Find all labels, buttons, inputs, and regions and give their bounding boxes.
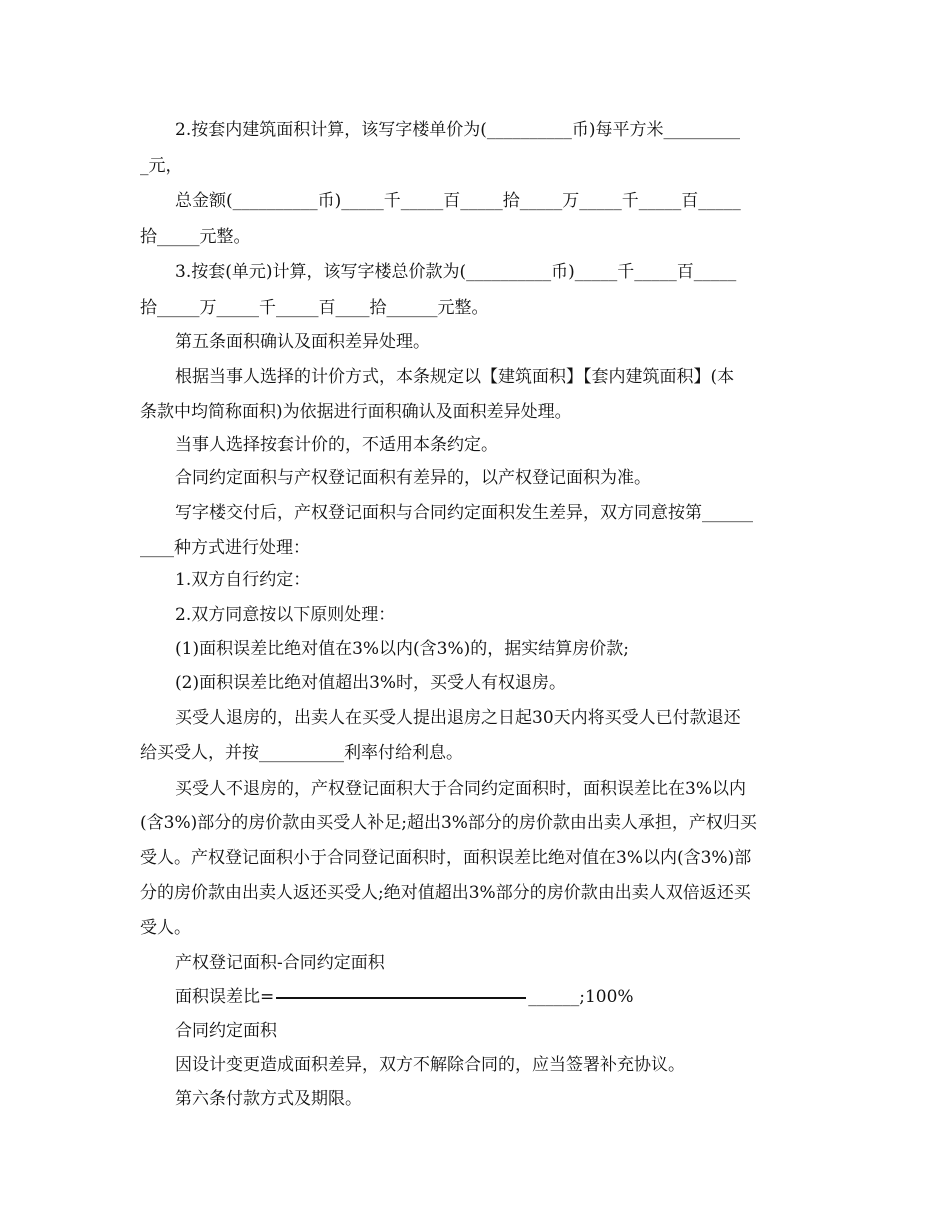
para-line: 根据当事人选择的计价方式，本条规定以【建筑面积】【套内建筑面积】(本 <box>175 367 735 387</box>
para-line: 受人。产权登记面积小于合同登记面积时，面积误差比绝对值在3%以内(含3%)部 <box>140 848 752 868</box>
formula-numerator: 产权登记面积-合同约定面积 <box>175 953 385 973</box>
para-line: 2.按套内建筑面积计算，该写字楼单价为(__________币)每平方米_________ <box>175 120 740 140</box>
para-line: ____种方式进行处理： <box>140 538 310 558</box>
para-line: 分的房价款由出卖人返还买受人;绝对值超出3%部分的房价款由出卖人双倍返还买 <box>140 883 751 903</box>
para-line: (含3%)部分的房价款由买受人补足;超出3%部分的房价款由出卖人承担，产权归买 <box>140 813 757 833</box>
para-line: 1.双方自行约定： <box>175 570 311 590</box>
para-line: _元， <box>140 156 183 176</box>
formula-tail: ______;100% <box>528 987 634 1007</box>
formula-label: 面积误差比= <box>175 987 275 1007</box>
para-line: 条款中均简称面积)为依据进行面积确认及面积差异处理。 <box>140 402 572 422</box>
para-line: (1)面积误差比绝对值在3%以内(含3%)的，据实结算房价款; <box>175 639 630 659</box>
para-line: 因设计变更造成面积差异，双方不解除合同的，应当签署补充协议。 <box>175 1055 685 1075</box>
para-line: (2)面积误差比绝对值超出3%时，买受人有权退房。 <box>175 673 567 693</box>
para-line: 写字楼交付后，产权登记面积与合同约定面积发生差异，双方同意按第______ <box>175 503 753 523</box>
formula-line <box>175 985 820 1009</box>
para-line: 受人。 <box>140 918 191 938</box>
para-line: 2.双方同意按以下原则处理： <box>175 605 396 625</box>
para-line: 合同约定面积与产权登记面积有差异的，以产权登记面积为准。 <box>175 468 651 488</box>
para-line: 拾_____元整。 <box>140 227 251 247</box>
para-line: 3.按套(单元)计算，该写字楼总价款为(__________币)_____千_____百_____ <box>175 262 737 282</box>
section-heading: 第六条付款方式及期限。 <box>175 1089 362 1109</box>
fraction-bar <box>276 997 526 999</box>
formula-denominator: 合同约定面积 <box>175 1021 277 1041</box>
section-heading: 第五条面积确认及面积差异处理。 <box>175 332 430 352</box>
para-line: 当事人选择按套计价的，不适用本条约定。 <box>175 435 498 455</box>
para-line: 买受人不退房的，产权登记面积大于合同约定面积时，面积误差比在3%以内 <box>175 779 746 799</box>
para-line: 买受人退房的，出卖人在买受人提出退房之日起30天内将买受人已付款退还 <box>175 708 741 728</box>
para-line: 总金额(__________币)_____千_____百_____拾_____万_____千_____百_____ <box>175 191 741 211</box>
para-line: 给买受人，并按__________利率付给利息。 <box>140 743 463 763</box>
para-line: 拾_____万_____千_____百____拾______元整。 <box>140 298 489 318</box>
